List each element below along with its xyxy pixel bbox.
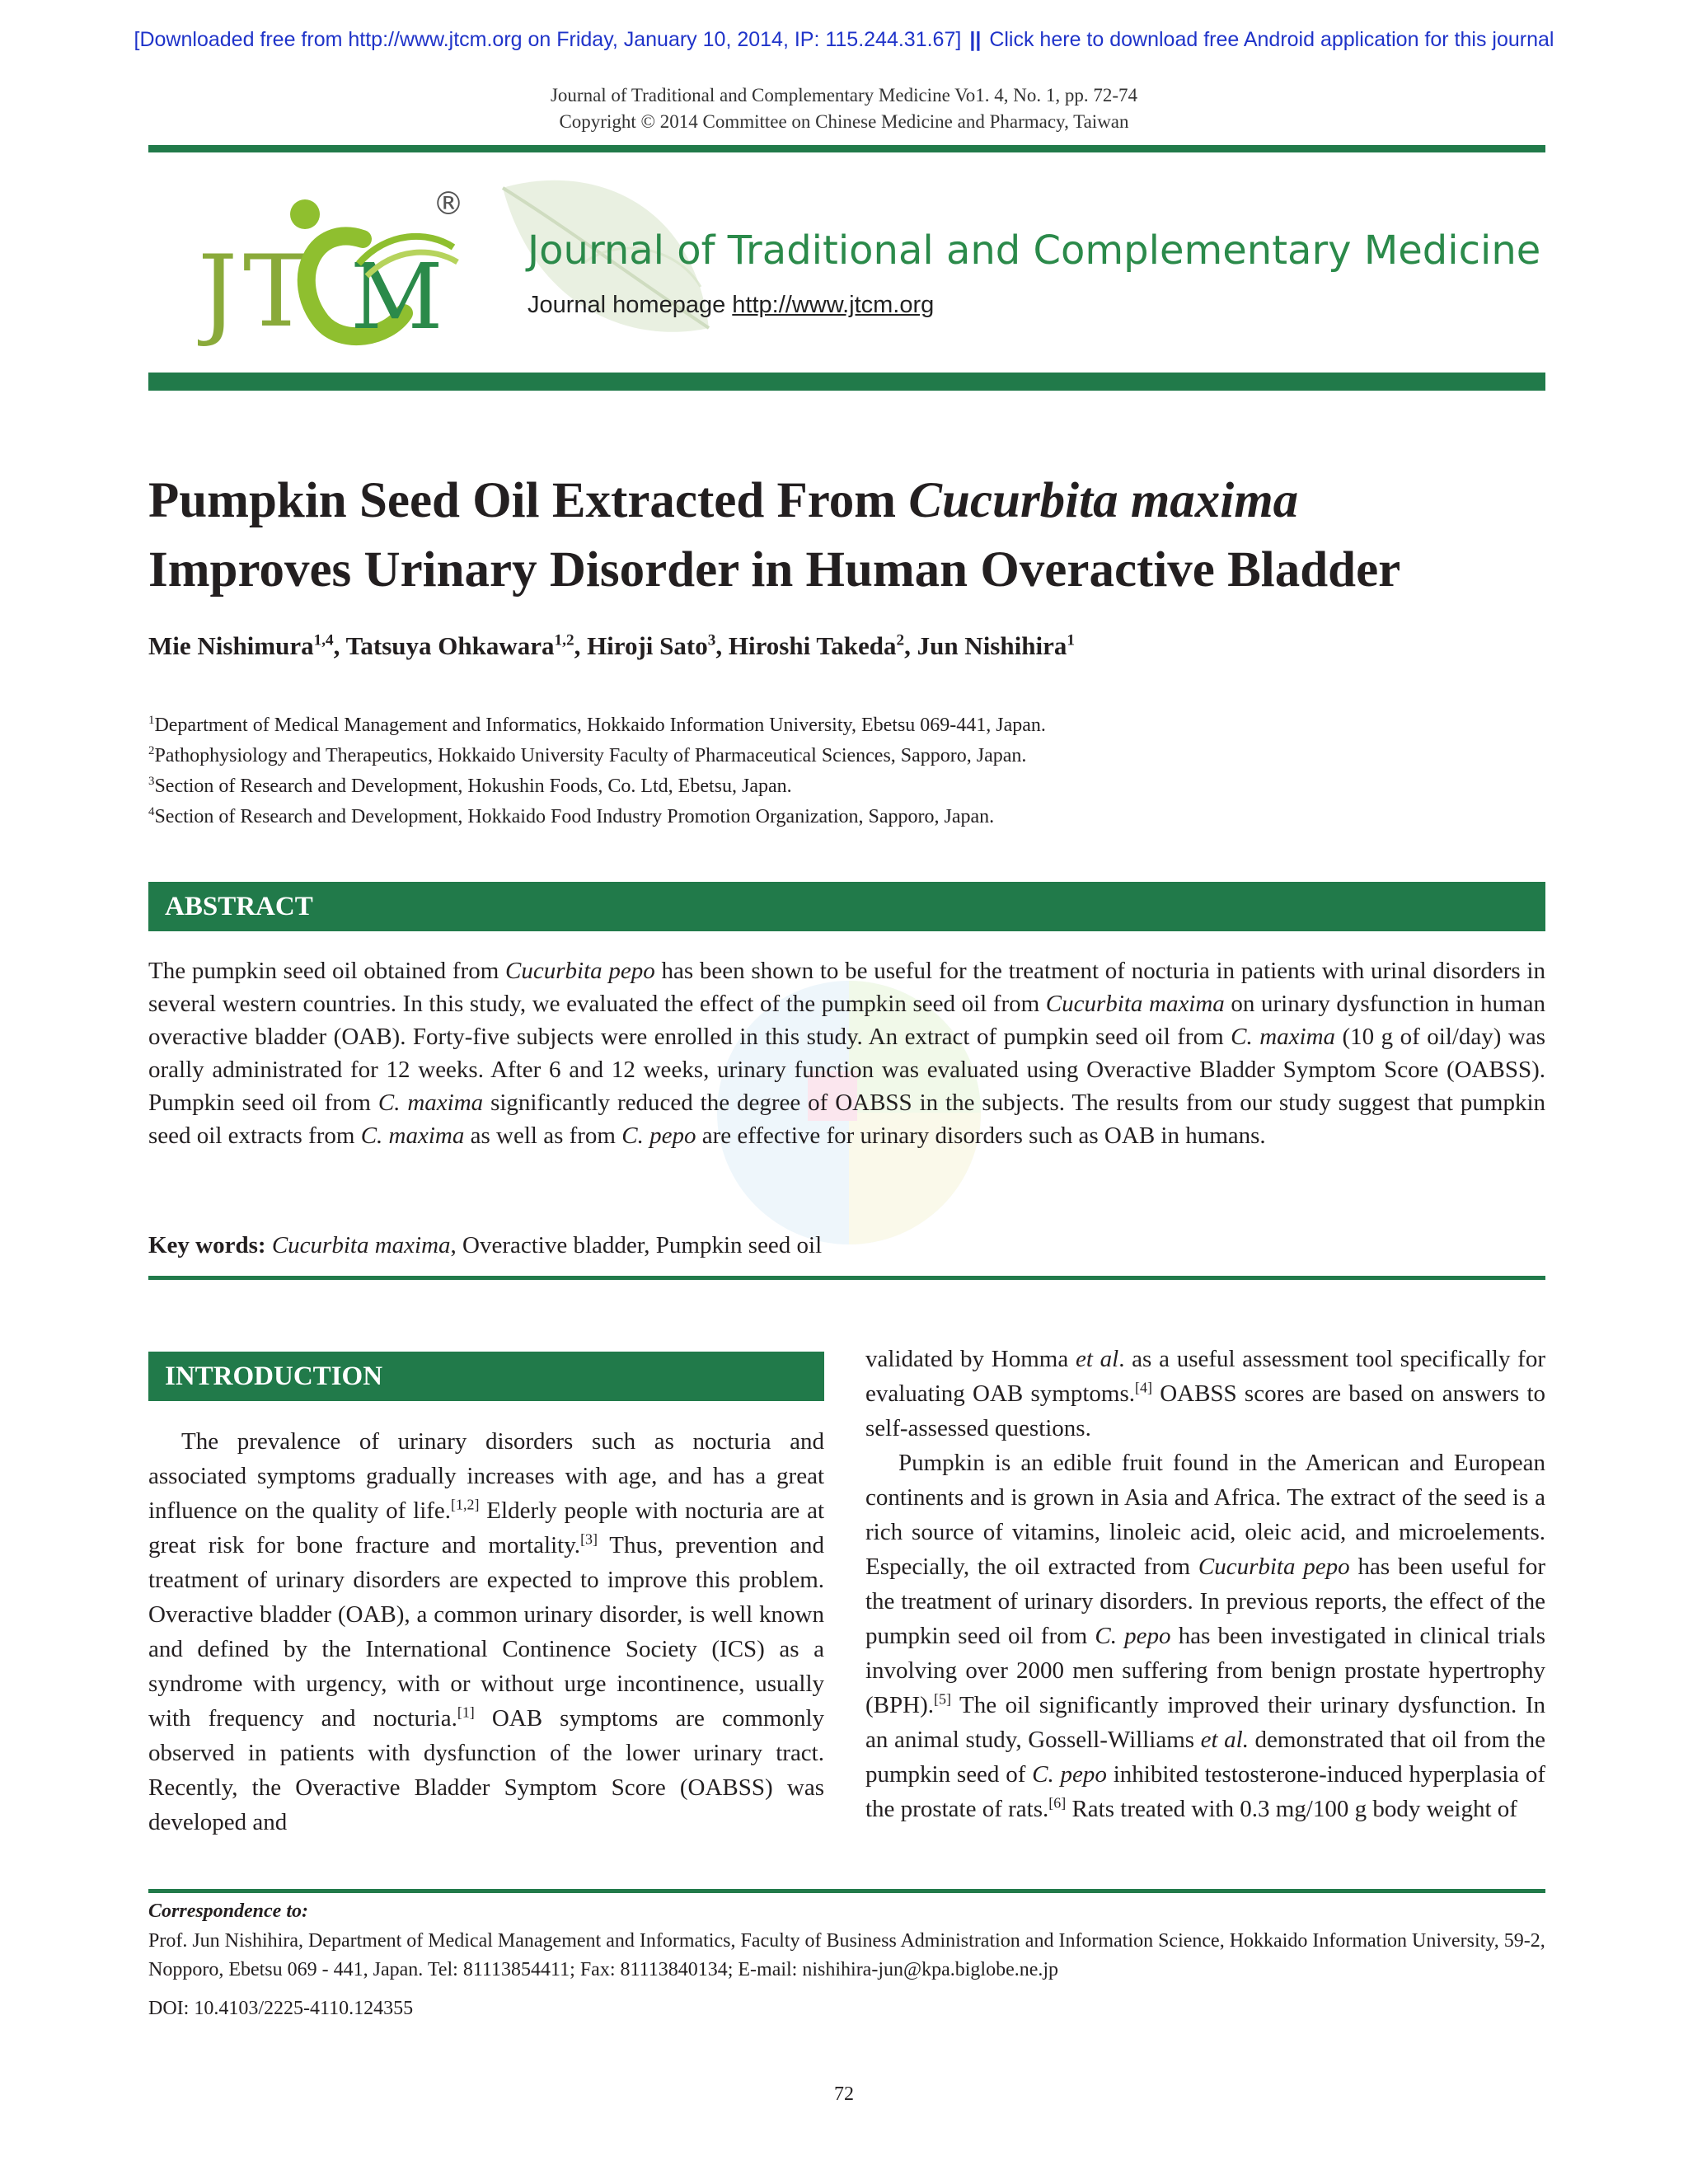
affiliation: $^3$Section of Research and Development, Hokushin Foods, Co. Ltd, Ebetsu, Japan. xyxy=(148,775,792,797)
abstract-heading: ABSTRACT xyxy=(148,882,1545,931)
homepage-label: Journal homepage xyxy=(528,292,726,318)
download-info-link[interactable]: [Downloaded free from http://www.jtcm.org on Friday, January 10, 2014, IP: 115.244.31.67] xyxy=(134,28,962,51)
doi: DOI: 10.4103/2225-4110.124355 xyxy=(148,1998,414,2019)
journal-name: Journal of Traditional and Complementary Medicine xyxy=(528,227,1541,274)
keywords-label: Key words: xyxy=(148,1232,266,1258)
keywords-rule xyxy=(148,1276,1545,1280)
title-part-1: Pumpkin Seed Oil Extracted From xyxy=(148,473,909,528)
author: Hiroji Sato$^3$ xyxy=(587,631,716,660)
correspondence-label: Correspondence to: xyxy=(148,1900,308,1922)
correspondence-rule xyxy=(148,1889,1545,1893)
author: Hiroshi Takeda$^2$ xyxy=(728,631,905,660)
journal-homepage xyxy=(528,292,934,319)
homepage-link[interactable]: http://www.jtcm.org xyxy=(732,292,935,318)
affiliation: $^1$Department of Medical Management and Informatics, Hokkaido Information University, Ebetsu 069-441, Japan. xyxy=(148,714,1046,736)
introduction-right-column xyxy=(865,1342,1545,1826)
download-banner[interactable] xyxy=(0,28,1688,52)
masthead-bottom-rule xyxy=(148,373,1545,391)
author: Jun Nishihira$^1$ xyxy=(917,631,1075,660)
svg-text:T: T xyxy=(243,235,310,346)
introduction-heading: INTRODUCTION xyxy=(148,1352,824,1401)
journal-citation-block xyxy=(0,82,1688,135)
article-title xyxy=(148,466,1550,605)
introduction-left-column xyxy=(148,1424,824,1840)
banner-separator: || xyxy=(969,28,982,51)
title-species: Cucurbita maxima xyxy=(908,473,1299,528)
registered-mark: ® xyxy=(433,185,464,222)
svg-text:M: M xyxy=(350,244,443,346)
page-number: 72 xyxy=(834,2083,854,2105)
affiliation: $^2$Pathophysiology and Therapeutics, Hokkaido University Faculty of Pharmaceutical Sciences, Sapporo, Japan. xyxy=(148,744,1027,766)
jtcm-logo xyxy=(198,185,478,346)
correspondence-text: Prof. Jun Nishihira, Department of Medical Management and Informatics, Faculty of Business Administration and Information Science, Hokkaido Information University, 59-2, Nopporo, Ebetsu 069 - 441, Japan. Tel: 81113854411; Fax: 81113840134; E-mail: nishihira-jun@kpa.biglobe.ne.jp xyxy=(148,1930,1545,1980)
title-part-2: Improves Urinary Disorder in Human Overactive Bladder xyxy=(148,542,1401,598)
journal-citation: Journal of Traditional and Complementary Medicine Vo1. 4, No. 1, pp. 72-74 xyxy=(550,85,1138,105)
svg-text:J: J xyxy=(198,235,238,346)
intro-paragraph-1: The prevalence of urinary disorders such as nocturia and associated symptoms gradually increases with age, and has a great influence on the quality of life.[1,2] Elderly people with nocturia are at great risk for bone fracture and mortality.[3] Thus, prevention and treatment of urinary disorders are expected to improve this problem. Overactive bladder (OAB), a common urinary disorder, is well known and defined by the International Continence Society (ICS) as a syndrome with urgency, with or without urge incontinence, usually with frequency and nocturia.[1] OAB symptoms are commonly observed in patients with dysfunction of the lower urinary tract. Recently, the Overactive Bladder Symptom Score (OABSS) was developed and xyxy=(148,1428,824,1835)
author: Mie Nishimura$^{1,4}$ xyxy=(148,631,334,660)
abstract-text: The pumpkin seed oil obtained from Cucurbita pepo has been shown to be useful for the treatment of nocturia in patients with urinal disorders in several western countries. In this study, we evaluated the effect of the pumpkin seed oil from Cucurbita maxima on urinary dysfunction in human overactive bladder (OAB). Forty-five subjects were enrolled in this study. An extract of pumpkin seed oil from C. maxima (10 g of oil/day) was orally administrated for 12 weeks. After 6 and 12 weeks, urinary function was evaluated using Overactive Bladder Symptom Score (OABSS). Pumpkin seed oil from C. maxima significantly reduced the degree of OABSS in the subjects. The results from our study suggest that pumpkin seed oil extracts from C. maxima as well as from C. pepo are effective for urinary disorders such as OAB in humans. xyxy=(148,958,1545,1149)
masthead-top-rule xyxy=(148,145,1545,152)
journal-copyright: Copyright © 2014 Committee on Chinese Medicine and Pharmacy, Taiwan xyxy=(559,111,1129,132)
intro-paragraph-2: Pumpkin is an edible fruit found in the American and European continents and is grown in Asia and Africa. The extract of the seed is a rich source of vitamins, linoleic acid, oleic acid, and microelements. Especially, the oil extracted from Cucurbita pepo has been useful for the treatment of urinary disorders. In previous reports, the effect of the pumpkin seed oil from C. pepo has been investigated in clinical trials involving over 2000 men suffering from benign prostate hypertrophy (BPH).[5] The oil significantly improved their urinary dysfunction. In an animal study, Gossell-Williams et al. demonstrated that oil from the pumpkin seed of C. pepo inhibited testosterone-induced hyperplasia of the prostate of rats.[6] Rats treated with 0.3 mg/100 g body weight of xyxy=(865,1450,1546,1822)
author: Tatsuya Ohkawara$^{1,2}$ xyxy=(345,631,574,660)
affiliation: $^4$Section of Research and Development, Hokkaido Food Industry Promotion Organization, Sapporo, Japan. xyxy=(148,805,995,827)
android-app-link[interactable]: Click here to download free Android application for this journal xyxy=(989,28,1554,51)
keywords: Key words: Cucurbita maxima, Overactive bladder, Pumpkin seed oil xyxy=(148,1232,823,1258)
intro-paragraph-1-continued: validated by Homma et al. as a useful assessment tool specifically for evaluating OAB symptoms.[4] OABSS scores are based on answers to self-assessed questions. xyxy=(865,1346,1546,1441)
affiliations xyxy=(148,710,1046,832)
author-list: Mie Nishimura$^{1,4}$, Tatsuya Ohkawara$^{1,2}$, Hiroji Sato$^3$, Hiroshi Takeda$^2$, Jun Nishihira$^1$ xyxy=(148,631,1075,660)
